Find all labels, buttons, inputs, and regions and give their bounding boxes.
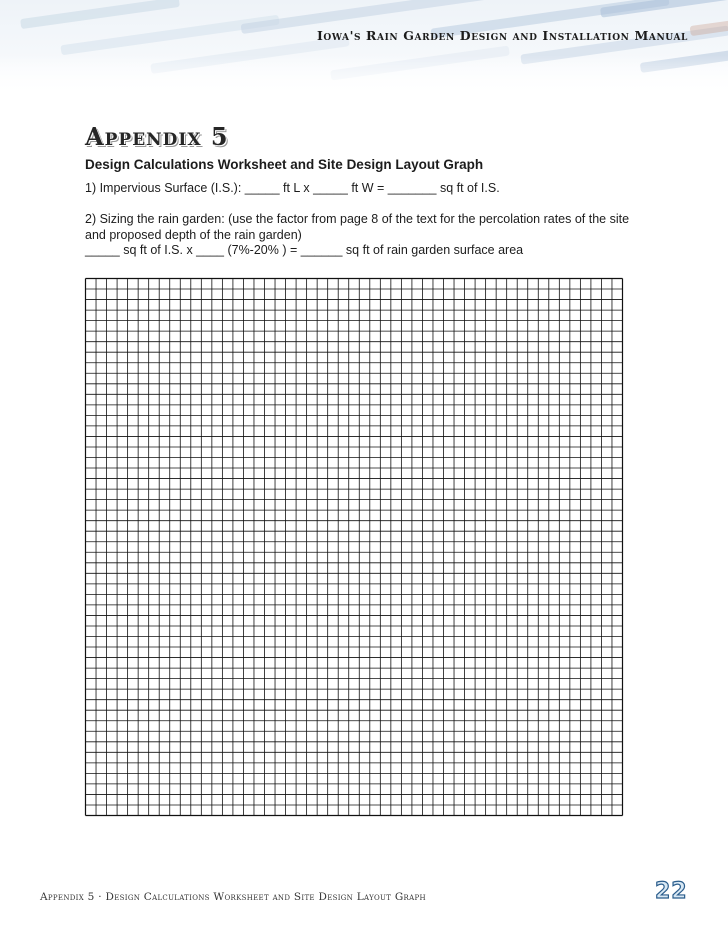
footer-caption: Appendix 5 · Design Calculations Worksheet and Site Design Layout Graph — [40, 891, 426, 903]
page-number: 22 — [655, 879, 688, 904]
sizing-line-2: and proposed depth of the rain garden) — [85, 227, 302, 242]
sizing-line-3: _____ sq ft of I.S. x ____ (7%-20% ) = ______ sq ft of rain garden surface area — [85, 243, 524, 258]
worksheet-subtitle: Design Calculations Worksheet and Site Design Layout Graph — [85, 157, 484, 172]
appendix-title: Appendix 5 — [85, 122, 229, 151]
graph-grid-lines — [86, 279, 623, 816]
impervious-surface-line: 1) Impervious Surface (I.S.): _____ ft L x _____ ft W = _______ sq ft of I.S. — [85, 181, 500, 195]
sizing-line-1: 2) Sizing the rain garden: (use the factor from page 8 of the text for the percolation rates of the site — [85, 212, 630, 226]
manual-title: Iowa's Rain Garden Design and Installation Manual — [316, 28, 688, 43]
